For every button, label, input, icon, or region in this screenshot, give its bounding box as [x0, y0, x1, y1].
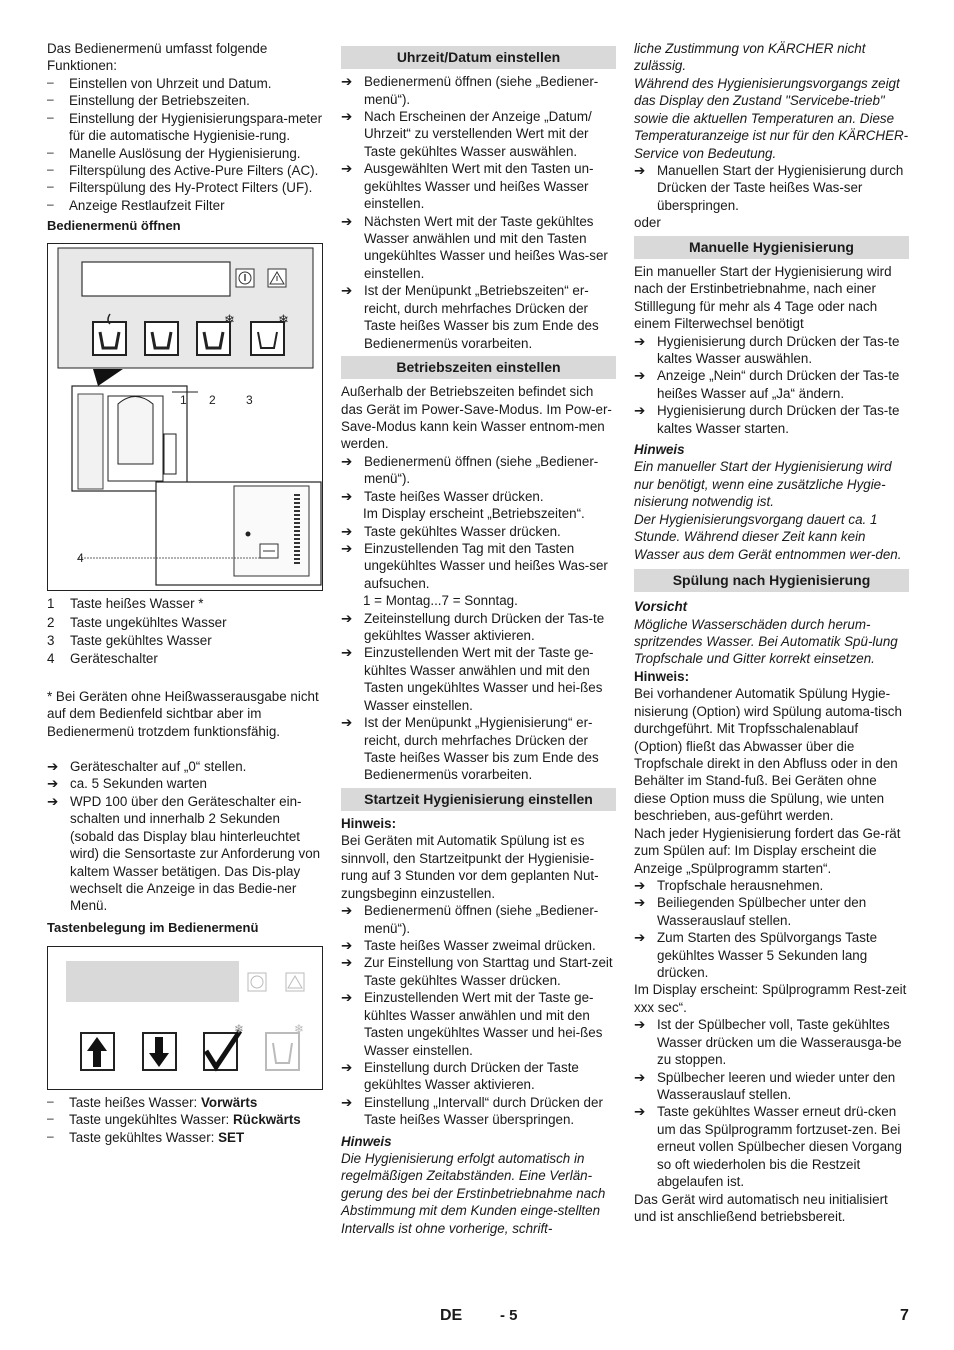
arrow-icon: ➔	[341, 540, 353, 556]
arrow-icon: ➔	[341, 523, 353, 539]
forward-key-icon	[81, 1033, 114, 1070]
arrow-icon: ➔	[341, 1059, 353, 1075]
caution-label: Vorsicht	[634, 599, 688, 615]
step-item: ➔ Spülbecher leeren und wieder unter den Wasserauslauf stellen.	[634, 1069, 896, 1102]
legend-item: 4 Geräteschalter	[47, 651, 158, 667]
step-item: ➔ Nächsten Wert mit der Taste gekühltes Wasser anwählen und mit den Tasten ungekühltes Wasser und heißes Was-ser einstellen.	[341, 213, 608, 281]
step-item: ➔ Einstellung „Intervall“ durch Drücken der Taste heißes Wasser überspringen.	[341, 1094, 603, 1128]
arrow-icon: ➔	[634, 162, 646, 178]
step-item: ➔ Taste heißes Wasser drücken.	[341, 488, 544, 504]
svg-text:❄: ❄	[278, 313, 289, 329]
arrow-icon: ➔	[341, 488, 353, 504]
step-item: ➔ Bedienermenü öffnen (siehe „Bediener-menü“).	[341, 903, 599, 936]
footnote-text: * Bei Geräten ohne Heißwasserausgabe nicht auf dem Bedienfeld sichtbar aber im Bedienermenü trotzdem funktionsfähig.	[47, 688, 319, 739]
arrow-icon: ➔	[634, 1069, 646, 1085]
arrow-icon: ➔	[634, 877, 646, 893]
paragraph: Bei Geräten mit Automatik Spülung ist es sinnvoll, den Startzeitpunkt der Hygienisie-rung auf 3 Stunden vor dem geplanten Nut-zungsbeginn einzustellen.	[341, 833, 599, 901]
control-panel-figure	[47, 243, 323, 591]
arrow-icon: ➔	[341, 937, 353, 953]
key-assignment-title: Tastenbelegung im Bedienermenü	[47, 919, 259, 935]
column-1	[47, 40, 323, 1146]
step-item: ➔ Einzustellenden Wert mit der Taste ge-kühltes Wasser anwählen und mit den Tasten ungekühltes Wasser und hei-ßes Wasser einstellen.	[341, 645, 603, 713]
list-item: – Einstellung der Hygienisierungspara-meter für die automatische Hygienisie-rung.	[47, 109, 323, 144]
list-item: – Manelle Auslösung der Hygienisierung.	[47, 144, 301, 161]
list-item: – Filterspülung des Hy-Protect Filters (UF).	[47, 179, 313, 196]
step-item: ➔ Zeiteinstellung durch Drücken der Tas-te gekühltes Wasser aktivieren.	[341, 610, 605, 644]
footer-language: DE	[440, 1307, 463, 1324]
menu-keys-figure	[47, 946, 323, 1090]
legend-item: 2 Taste ungekühltes Wasser	[47, 614, 227, 630]
arrow-icon: ➔	[341, 161, 353, 177]
note-text: Ein manueller Start der Hygienisierung wird nur benötigt, wenn eine zusätzliche Hygie-nisierung notwendig ist.	[634, 459, 892, 510]
callout-4: 4	[77, 551, 84, 566]
step-sub-text: Im Display erscheint „Betriebszeiten“.	[363, 506, 585, 522]
arrow-icon: ➔	[341, 453, 353, 469]
menu-keys-illustration	[48, 947, 324, 1089]
step-item: ➔ Bedienermenü öffnen (siehe „Bediener-menü“).	[341, 74, 599, 107]
section-heading: Manuelle Hygienisierung	[634, 236, 909, 259]
paragraph: Außerhalb der Betriebszeiten befindet sich das Gerät im Power-Save-Modus. Im Pow-er-Save-Modus kann kein Wasser entnom-men werden.	[341, 384, 612, 452]
callout-1: 1	[180, 393, 187, 408]
step-item: ➔ WPD 100 über den Geräteschalter ein-schalten und innerhalb 2 Sekunden (sobald das Display blau hinterleuchtet wird) die Sensortaste zur Anforderung von kaltem Wasser betätigen. Das Dis-play wechselt die Anzeige in das Bedie-ner Menü.	[47, 793, 321, 914]
arrow-icon: ➔	[341, 610, 353, 626]
step-item: ➔ Taste gekühltes Wasser drücken.	[341, 523, 561, 539]
list-item: – Filterspülung des Active-Pure Filters (AC).	[47, 161, 319, 178]
open-menu-title: Bedienermenü öffnen	[47, 218, 181, 234]
paragraph: Nach jeder Hygienisierung fordert das Ge-rät zum Spülen auf: Im Display erscheint die Anzeige „Spülprogramm starten“.	[634, 825, 901, 876]
arrow-icon: ➔	[341, 283, 353, 299]
step-item: ➔ Bedienermenü öffnen (siehe „Bediener-menü“).	[341, 453, 599, 487]
hint-label: Hinweis:	[341, 816, 397, 832]
column-2	[341, 40, 616, 1237]
note-text: liche Zustimmung von KÄRCHER nicht zulässig.	[634, 41, 866, 74]
service-key-icon	[266, 1022, 304, 1070]
note-label: Hinweis	[341, 1133, 392, 1149]
step-item: ➔ Einzustellenden Wert mit der Taste ge-kühltes Wasser anwählen und mit den Tasten ungekühltes Wasser und hei-ßes Wasser einstellen.	[341, 990, 603, 1058]
step-item: ➔ Manuellen Start der Hygienisierung durch Drücken der Taste heißes Was-ser überspringen.	[634, 162, 904, 213]
step-sub-text: 1 = Montag...7 = Sonntag.	[363, 593, 518, 609]
legend-item: 3 Taste gekühltes Wasser	[47, 632, 212, 648]
caution-text: Mögliche Wasserschäden durch herum-spritzendes Wasser. Bei Automatik Spü-lung Tropfschale und Gitter korrekt einsetzen.	[634, 616, 898, 667]
callout-2: 2	[209, 393, 216, 408]
note-text: Während des Hygienisierungsvorgangs zeigt das Display den Zustand "Servicebe-trieb" sowie die aktuellen Temperaturen an. Diese Temperaturanzeige ist nur für den KÄRCHER-Service von Bedeutung.	[634, 75, 909, 161]
step-item: ➔ Anzeige „Nein“ durch Drücken der Tas-te heißes Wasser auf „Ja“ ändern.	[634, 368, 900, 401]
arrow-icon: ➔	[634, 333, 646, 349]
note-text: Die Hygienisierung erfolgt automatisch in regelmäßigen Zeitabständen. Eine Verlän-gerung des bei der Erstinbetriebnahme nach Abstimmung mit dem Kunden einge-stellten Intervalls ist ohne vorherige, schrift-	[341, 1151, 606, 1236]
step-item: ➔ Einstellung durch Drücken der Taste gekühltes Wasser aktivieren.	[341, 1059, 579, 1093]
arrow-icon: ➔	[634, 930, 646, 946]
legend-item: 1 Taste heißes Wasser *	[47, 596, 204, 612]
step-item: ➔ Ist der Menüpunkt „Hygienisierung“ er-reicht, durch mehrfaches Drücken der Taste heißes Wasser bis zum Ende des Bedienermenüs vorarbeiten.	[341, 715, 599, 783]
key-map-item: – Taste heißes Wasser: Vorwärts	[47, 1093, 258, 1110]
paragraph: Bei vorhandener Automatik Spülung Hygie-nisierung (Option) wird Spülung automa-tisch durchgeführt. Mit Tropfsschalenablauf (Option) fließt das Abwasser über die Tropfschale direkt in den Abfluss oder in den Behälter im Stand-fuß. Bei Geräten ohne diese Option muss die Spülung, wie unten beschrieben, aus-geführt werden.	[634, 686, 902, 824]
step-item: ➔ Hygienisierung durch Drücken der Tas-te kaltes Wasser auswählen.	[634, 333, 900, 366]
section-heading: Spülung nach Hygienisierung	[634, 569, 909, 592]
hint-label: Hinweis:	[634, 668, 690, 684]
key-map-item: – Taste gekühltes Wasser: SET	[47, 1128, 245, 1145]
arrow-icon: ➔	[341, 213, 353, 229]
paragraph: Ein manueller Start der Hygienisierung wird nach der Erstinbetriebnahme, nach einer Stilllegung für mehr als 4 Tage oder nach einem Filterwechsel benötigt	[634, 263, 892, 332]
device-illustration	[48, 244, 324, 590]
arrow-icon: ➔	[634, 1104, 646, 1120]
arrow-icon: ➔	[341, 74, 353, 90]
step-item: ➔ Einzustellenden Tag mit den Tasten ungekühltes Wasser und heißes Was-ser aufsuchen.	[341, 540, 608, 591]
uncooled-water-key-icon	[145, 322, 178, 355]
step-item: ➔ Zur Einstellung von Starttag und Start-zeit Taste gekühltes Wasser drücken.	[341, 955, 613, 988]
callout-3: 3	[246, 393, 253, 408]
section-heading: Uhrzeit/Datum einstellen	[341, 46, 616, 69]
oder-text: oder	[634, 215, 661, 231]
list-item: – Einstellen von Uhrzeit und Datum.	[47, 74, 272, 91]
footer-page-number: 7	[900, 1307, 909, 1324]
intro-text: Das Bedienermenü umfasst folgende Funktionen:	[47, 41, 268, 74]
arrow-icon: ➔	[341, 955, 353, 971]
arrow-icon: ➔	[341, 1094, 353, 1110]
arrow-icon: ➔	[634, 1017, 646, 1033]
backward-key-icon	[143, 1033, 176, 1070]
set-key-icon	[204, 1022, 244, 1070]
list-item: – Anzeige Restlaufzeit Filter	[47, 196, 225, 213]
arrow-icon: ➔	[341, 715, 353, 731]
column-3	[634, 40, 909, 1225]
arrow-icon: ➔	[47, 759, 59, 775]
step-item: ➔ Taste heißes Wasser zweimal drücken.	[341, 937, 596, 953]
list-item: – Einstellung der Betriebszeiten.	[47, 92, 250, 109]
step-item: ➔ ca. 5 Sekunden warten	[47, 776, 207, 792]
step-item: ➔ Nach Erscheinen der Anzeige „Datum/ Uhrzeit“ zu verstellenden Wert mit der Taste gekühltes Wasser auswählen.	[341, 109, 592, 159]
step-item: ➔ Taste gekühltes Wasser erneut drü-cken um das Spülprogramm fortzuset-zen. Bei erneut vollen Spülbecher diesen Vorgang so oft wiederholen bis die Restzeit abgelaufen ist.	[634, 1104, 902, 1190]
arrow-icon: ➔	[634, 368, 646, 384]
step-item: ➔ Ausgewählten Wert mit den Tasten un-gekühltes Wasser und heißes Wasser einstellen.	[341, 161, 594, 212]
svg-text:❄: ❄	[224, 313, 235, 329]
step-item: ➔ Hygienisierung durch Drücken der Tas-te kaltes Wasser starten.	[634, 403, 900, 436]
section-heading: Startzeit Hygienisierung einstellen	[341, 788, 616, 811]
arrow-icon: ➔	[341, 903, 353, 919]
step-item: ➔ Zum Starten des Spülvorgangs Taste gekühltes Wasser 5 Sekunden lang drücken.	[634, 930, 878, 981]
svg-text:❄: ❄	[294, 1021, 305, 1036]
paragraph: Das Gerät wird automatisch neu initialisiert und ist anschließend betriebsbereit.	[634, 1191, 888, 1224]
arrow-icon: ➔	[341, 990, 353, 1006]
arrow-icon: ➔	[47, 776, 59, 792]
paragraph: Im Display erscheint: Spülprogramm Rest-zeit xxx sec“.	[634, 982, 907, 1015]
step-item: ➔ Tropfschale herausnehmen.	[634, 877, 824, 893]
arrow-icon: ➔	[634, 403, 646, 419]
footer-section-page: - 5	[500, 1307, 518, 1324]
step-item: ➔ Beiliegenden Spülbecher unter den Wasserauslauf stellen.	[634, 895, 867, 928]
section-heading: Betriebszeiten einstellen	[341, 356, 616, 379]
note-text: Der Hygienisierungsvorgang dauert ca. 1 Stunde. Während dieser Zeit kann kein Wasser aus dem Gerät entnommen wer-den.	[634, 511, 902, 562]
arrow-icon: ➔	[341, 109, 353, 125]
svg-text:❄: ❄	[234, 1021, 245, 1036]
key-map-item: – Taste ungekühltes Wasser: Rückwärts	[47, 1111, 301, 1128]
step-item: ➔ Geräteschalter auf „0“ stellen.	[47, 759, 247, 775]
step-item: ➔ Ist der Spülbecher voll, Taste gekühltes Wasser drücken um die Wasserausga-be zu stoppen.	[634, 1017, 902, 1068]
step-item: ➔ Ist der Menüpunkt „Betriebszeiten“ er-reicht, durch mehrfaches Drücken der Taste heißes Wasser bis zum Ende des Bedienermenüs vorarbeiten.	[341, 283, 599, 351]
arrow-icon: ➔	[634, 895, 646, 911]
arrow-icon: ➔	[47, 793, 59, 809]
note-label: Hinweis	[634, 442, 685, 458]
arrow-icon: ➔	[341, 645, 353, 661]
